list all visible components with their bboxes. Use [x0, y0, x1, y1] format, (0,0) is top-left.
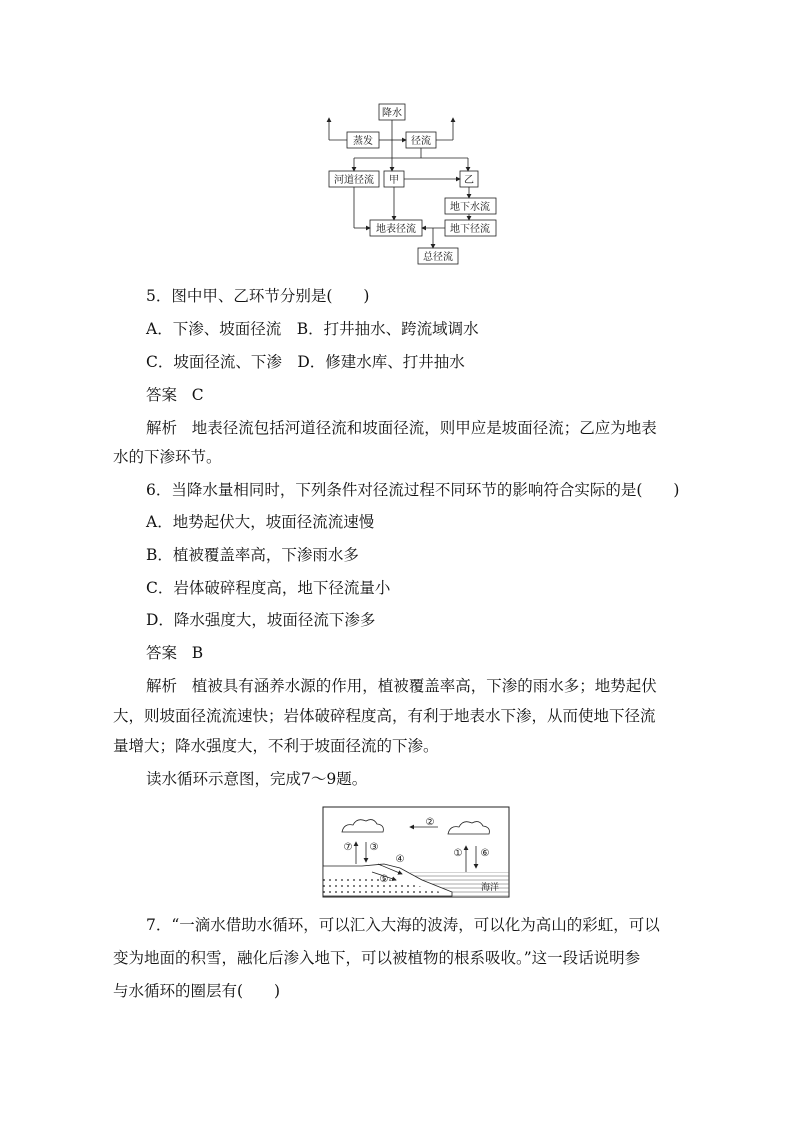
q5-analysis-2: 水的下渗环节。 — [113, 448, 222, 466]
q6-analysis-1 — [146, 676, 686, 696]
q6-answer — [146, 643, 686, 663]
q6-option-a: A．地势起伏大，坡面径流流速慢 — [146, 513, 375, 531]
fc-yi: 乙 — [464, 175, 474, 186]
cycle-label-3: ③ — [369, 842, 379, 853]
q6-answer-value: B — [191, 644, 204, 662]
q6-answer-label: 答案 — [146, 644, 178, 662]
q5-options-ab: A．下渗、坡面径流 B．打井抽水、跨流域调水 — [146, 320, 479, 338]
q6-analysis-3: 量增大；降水强度大，不利于坡面径流的下渗。 — [113, 737, 439, 755]
intro-7-9: 读水循环示意图，完成7～9题。 — [146, 770, 368, 788]
cycle-label-6: ⑥ — [480, 848, 490, 859]
q6-analysis-2: 大，则坡面径流流速快；岩体破碎程度高，有利于地表水下渗，从而使地下径流 — [113, 707, 656, 725]
q6-option-d: D．降水强度大，坡面径流下渗多 — [146, 611, 376, 629]
q7-line-3: 与水循环的圈层有( ) — [113, 982, 281, 1000]
fc-underground-runoff: 地下径流 — [450, 224, 490, 235]
q7-line-2: 变为地面的积雪，融化后渗入地下，可以被植物的根系吸收。”这一段话说明参 — [113, 949, 641, 967]
q5-stem: 5．图中甲、乙环节分别是( ) — [146, 287, 370, 305]
q6-stem: 6．当降水量相同时，下列条件对径流过程不同环节的影响符合实际的是( ) — [146, 481, 680, 499]
q5-analysis-1 — [146, 418, 686, 438]
cycle-label-1: ① — [453, 848, 463, 859]
water-flow-diagram-full — [318, 98, 490, 270]
cycle-label-5: ⑤ — [379, 874, 389, 885]
q5-options-cd: C．坡面径流、下渗 D．修建水库、打井抽水 — [146, 353, 465, 371]
q5-answer — [146, 385, 686, 405]
cycle-label-7: ⑦ — [343, 842, 353, 853]
fc-groundwater-flow: 地下水流 — [450, 202, 490, 213]
q6-option-b: B．植被覆盖率高，下渗雨水多 — [146, 546, 359, 564]
fc-river-runoff: 河道径流 — [334, 175, 374, 186]
cycle-label-4: ④ — [395, 854, 405, 865]
q5-answer-value: C — [191, 386, 204, 404]
fc-jia: 甲 — [389, 175, 399, 186]
q6-analysis-label: 解析 — [146, 677, 178, 695]
fc-precipitation: 降水 — [382, 108, 402, 119]
fc-evaporation: 蒸发 — [353, 136, 373, 147]
fc-runoff: 径流 — [411, 136, 431, 147]
q7-line-1: 7．“一滴水借助水循环，可以汇入大海的波涛，可以化为高山的彩虹，可以 — [146, 916, 660, 934]
q6-analysis-text-1: 植被具有涵养水源的作用，植被覆盖率高，下渗的雨水多；地势起伏 — [191, 677, 657, 695]
q5-answer-label: 答案 — [146, 386, 178, 404]
water-cycle-diagram — [322, 806, 510, 898]
fc-surface-runoff: 地表径流 — [376, 224, 416, 235]
cycle-ocean-label: 海洋 — [480, 883, 500, 893]
q6-option-c: C．岩体破碎程度高，地下径流量小 — [146, 579, 391, 597]
q5-analysis-text-1: 地表径流包括河道径流和坡面径流，则甲应是坡面径流；乙应为地表 — [191, 419, 657, 437]
cycle-label-2: ② — [425, 817, 435, 828]
fc-total-runoff: 总径流 — [423, 252, 453, 263]
q5-analysis-label: 解析 — [146, 419, 178, 437]
